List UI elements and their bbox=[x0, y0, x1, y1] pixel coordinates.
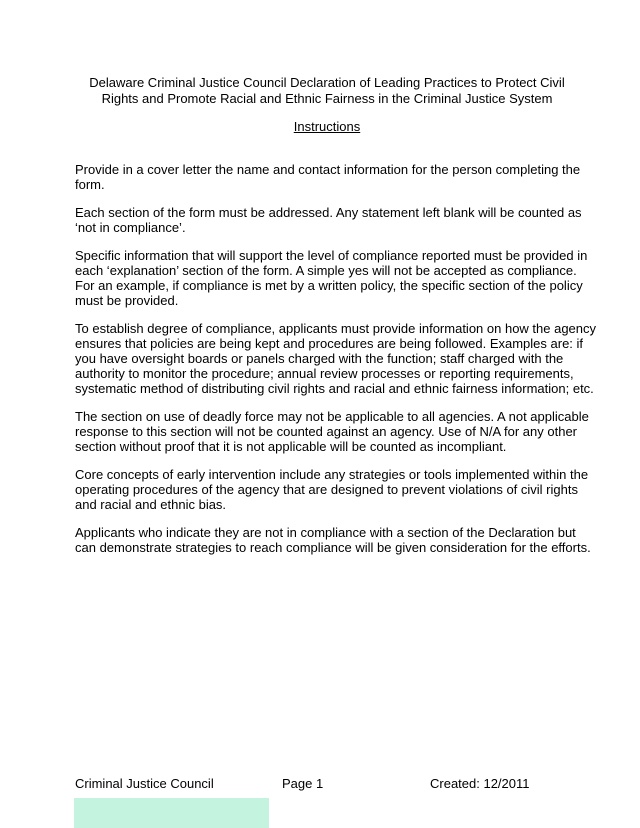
document-title bbox=[60, 75, 594, 107]
text-line: For an example, if compliance is met by a written policy, the specific section of the policy bbox=[75, 278, 583, 293]
text-line: The section on use of deadly force may not be applicable to all agencies. A not applicable bbox=[75, 409, 589, 424]
paragraph-cover-letter bbox=[75, 162, 595, 192]
text-line: authority to monitor the procedure; annual review processes or reporting requirements, bbox=[75, 366, 574, 381]
text-line: must be provided. bbox=[75, 293, 179, 308]
document-title-line: Delaware Criminal Justice Council Declaration of Leading Practices to Protect Civil bbox=[89, 75, 565, 90]
paragraph-deadly-force bbox=[75, 409, 595, 454]
paragraph-specific-information bbox=[75, 248, 595, 308]
text-line: Specific information that will support the level of compliance reported must be provided in bbox=[75, 248, 588, 263]
footer-organization: Criminal Justice Council bbox=[75, 776, 214, 791]
text-line: each ‘explanation’ section of the form. A simple yes will not be accepted as compliance. bbox=[75, 263, 577, 278]
text-line: section without proof that it is not applicable will be counted as incompliant. bbox=[75, 439, 507, 454]
instructions-body bbox=[75, 162, 595, 568]
text-line: can demonstrate strategies to reach compliance will be given consideration for the efforts. bbox=[75, 540, 591, 555]
paragraph-non-compliance bbox=[75, 525, 595, 555]
text-line: systematic method of distributing civil rights and racial and ethnic fairness information; etc. bbox=[75, 381, 594, 396]
document-title-line: Rights and Promote Racial and Ethnic Fairness in the Criminal Justice System bbox=[101, 91, 553, 106]
page-footer bbox=[75, 776, 595, 792]
highlight-box bbox=[74, 798, 269, 828]
footer-created-date: Created: 12/2011 bbox=[430, 776, 530, 791]
text-line: response to this section will not be counted against an agency. Use of N/A for any other bbox=[75, 424, 577, 439]
instructions-heading: Instructions bbox=[293, 119, 361, 134]
text-line: you have oversight boards or panels charged with the function; staff charged with the bbox=[75, 351, 564, 366]
text-line: Core concepts of early intervention include any strategies or tools implemented within the bbox=[75, 467, 589, 482]
paragraph-sections-addressed bbox=[75, 205, 595, 235]
text-line: Provide in a cover letter the name and contact information for the person completing the bbox=[75, 162, 581, 177]
text-line: Applicants who indicate they are not in compliance with a section of the Declaration but bbox=[75, 525, 576, 540]
text-line: ensures that policies are being kept and procedures are being followed. Examples are: if bbox=[75, 336, 584, 351]
text-line: and racial and ethnic bias. bbox=[75, 497, 227, 512]
text-line: To establish degree of compliance, applicants must provide information on how the agency bbox=[75, 321, 597, 336]
text-line: Each section of the form must be addressed. Any statement left blank will be counted as bbox=[75, 205, 582, 220]
text-line: form. bbox=[75, 177, 105, 192]
text-line: ‘not in compliance’. bbox=[75, 220, 186, 235]
paragraph-degree-of-compliance bbox=[75, 321, 595, 396]
footer-page-number: Page 1 bbox=[282, 776, 324, 791]
paragraph-early-intervention bbox=[75, 467, 595, 512]
text-line: operating procedures of the agency that are designed to prevent violations of civil rights bbox=[75, 482, 578, 497]
